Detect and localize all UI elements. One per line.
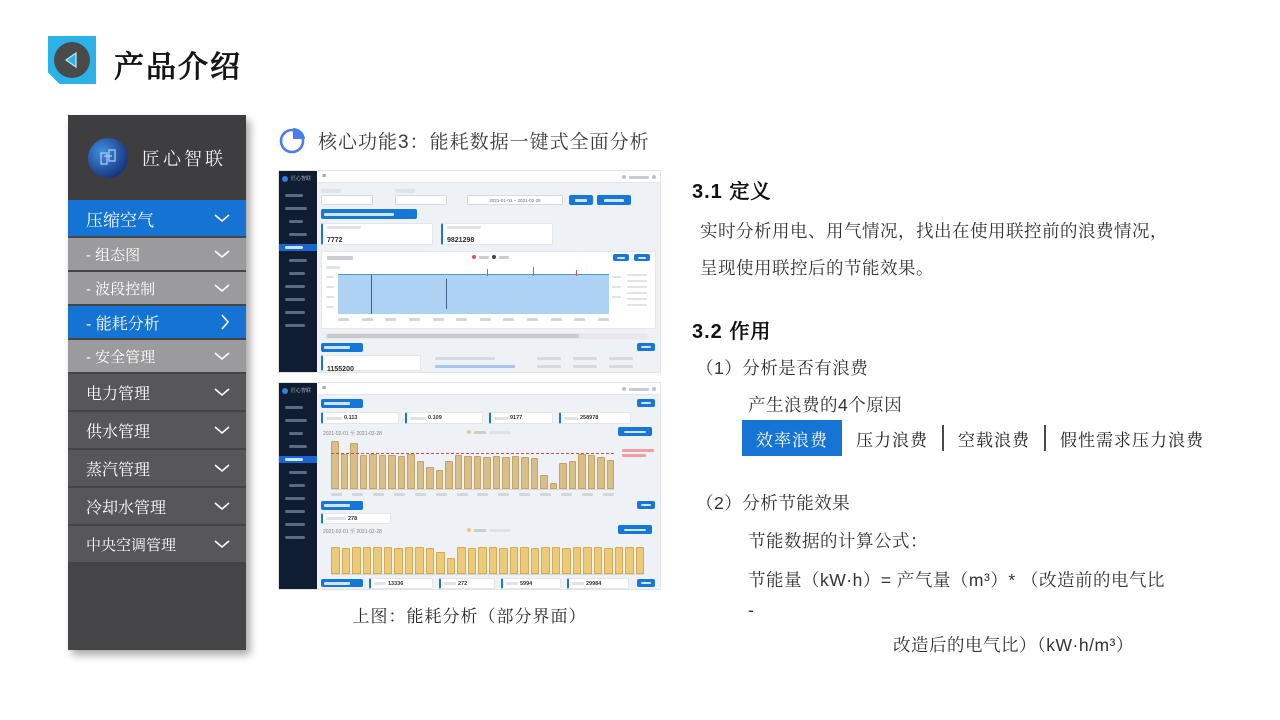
chevron-down-icon [214,214,230,223]
section-31-line1: 实时分析用电、用气情况，找出在使用联控前的浪费情况， [700,221,1168,241]
mini-active-item [279,244,317,251]
mini-table-stat1: 1155200 [321,355,421,371]
formula-line1: 节能量（kW·h）= 产气量（m³）* （改造前的电气比 [748,570,1165,590]
screenshot-panel-bottom [278,382,661,590]
chevron-down-icon [214,250,230,259]
mini-area-chart-card [321,251,656,329]
mini-range-label: 2021-02-01 至 2021-02-28 [323,431,382,437]
mini-stat-gas: 9821298 [441,223,553,245]
sidebar-item-steam-mgmt[interactable] [68,450,246,486]
formula-line2: - [748,600,755,620]
section-32-title: 3.2 作用 [692,321,772,343]
sidebar-item-energy-analysis[interactable] [68,306,246,338]
section-31-line2: 呈现使用联控后的节能效果。 [700,258,934,278]
mini-bar-chart-2 [331,538,644,574]
sidebar-item-water-mgmt[interactable] [68,412,246,448]
chevron-down-icon [214,352,230,361]
sidebar-item-label: 中央空调管理 [86,536,177,554]
sidebar-item-safety-mgmt[interactable] [68,340,246,372]
mini-chip-3: 9177 [489,412,553,424]
point-2-sub: 节能数据的计算公式： [748,531,928,551]
mini-chip-count: 278 [321,513,391,524]
point-1: （1）分析是否有浪费 [696,358,869,378]
mini-filter-chip [321,209,417,219]
mini-area-plot [338,274,609,314]
mini-sidebar [279,171,317,372]
screenshot-panel-top [278,170,661,373]
mini-section-tag-energy [321,399,363,408]
sidebar [68,115,246,650]
mini-export-button [597,195,631,205]
brand-logo-icon [88,138,128,178]
chevron-down-icon [214,426,230,435]
mini-logo-icon [282,388,288,394]
sidebar-item-label: - 组态图 [86,246,141,264]
mini-scrollbar [325,333,648,339]
mini-main-area [317,171,660,372]
mini-topbar [317,171,660,183]
waste-false-demand[interactable]: 假性需求压力浪费 [1060,430,1204,450]
mini-section-tag [321,343,363,352]
feature-heading [278,126,650,154]
mini-daterange: 2021-01-01 ~ 2021-02-28 [467,195,563,205]
sidebar-item-label: 冷却水管理 [86,499,167,517]
mini-bottom-chip-1: 13336 [369,578,433,589]
mini-red-threshold-line [331,453,614,454]
sidebar-logo [68,115,246,200]
mini-bottom-chip-3: 5994 [501,578,561,589]
mini-chip-1: 0.113 [321,412,399,424]
sidebar-item-label: - 波段控制 [86,280,156,298]
screenshot-caption: 上图：能耗分析（部分界面） [352,607,587,626]
point-2: （2）分析节能效果 [696,493,851,513]
sidebar-item-cooling-water-mgmt[interactable] [68,488,246,524]
sidebar-item-label: 电力管理 [86,385,151,403]
chevron-down-icon [214,464,230,473]
mini-red-annotation [622,449,654,457]
sidebar-item-config-diagram[interactable] [68,238,246,270]
mini-bottom-chip-4: 29984 [567,578,629,589]
dashboard-screenshot [278,170,661,590]
page-title: 产品介绍 [114,51,242,84]
chevron-down-icon [214,540,230,549]
section-31-title: 3.1 定义 [692,181,772,203]
sidebar-item-band-control[interactable] [68,272,246,304]
waste-efficiency-button[interactable]: 效率浪费 [742,420,842,456]
mini-chip-2: 0.109 [405,412,483,424]
sidebar-item-power-mgmt[interactable] [68,374,246,410]
chevron-down-icon [214,284,230,293]
mini-main-area [317,383,660,589]
sidebar-item-compressed-air[interactable] [68,200,246,236]
mini-range-label: 2021-02-01 至 2021-02-28 [323,529,382,535]
formula-line3: 改造后的电气比）（kW·h/m³） [893,635,1134,655]
mini-brand: 匠心智联 [291,176,312,182]
point-1-sub: 产生浪费的4个原因 [748,395,903,415]
mini-stat-power: 7772 [321,223,433,245]
waste-noload[interactable]: 空载浪费 [958,430,1030,450]
brand-name: 匠心智联 [142,148,226,169]
mini-bar-chart-1 [331,441,614,489]
sidebar-item-label: - 安全管理 [86,348,156,366]
chevron-down-icon [214,388,230,397]
mini-chip-4: 258978 [559,412,631,424]
pie-chart-icon [278,126,306,154]
mini-logo-icon [282,176,288,182]
chevron-right-icon [221,314,230,330]
sidebar-menu [68,200,246,564]
mini-section-tag-summary [321,579,363,587]
waste-pressure[interactable]: 压力浪费 [856,430,928,450]
sidebar-item-label: 压缩空气 [86,210,154,230]
triangle-left-icon [62,50,82,70]
feature-heading-text: 核心功能3：能耗数据一键式全面分析 [318,131,650,153]
mini-section-tag-monitor [321,501,363,510]
mini-view-button [618,427,652,436]
waste-types-row [742,420,1218,456]
mini-query-button [569,195,593,205]
mini-bottom-chip-2: 272 [439,578,495,589]
hamburger-icon: ≡ [322,385,327,392]
mini-brand: 匠心智联 [291,388,312,394]
mini-sidebar [279,383,317,589]
back-icon-circle [54,42,90,78]
sidebar-item-label: 蒸汽管理 [86,461,151,479]
mini-active-item [279,456,317,463]
back-icon[interactable] [48,36,96,84]
sidebar-item-label: - 能耗分析 [86,315,160,333]
chevron-down-icon [214,502,230,511]
mini-topbar [317,383,660,395]
sidebar-item-hvac-mgmt[interactable] [68,526,246,562]
sidebar-item-label: 供水管理 [86,423,151,441]
hamburger-icon: ≡ [322,173,327,180]
